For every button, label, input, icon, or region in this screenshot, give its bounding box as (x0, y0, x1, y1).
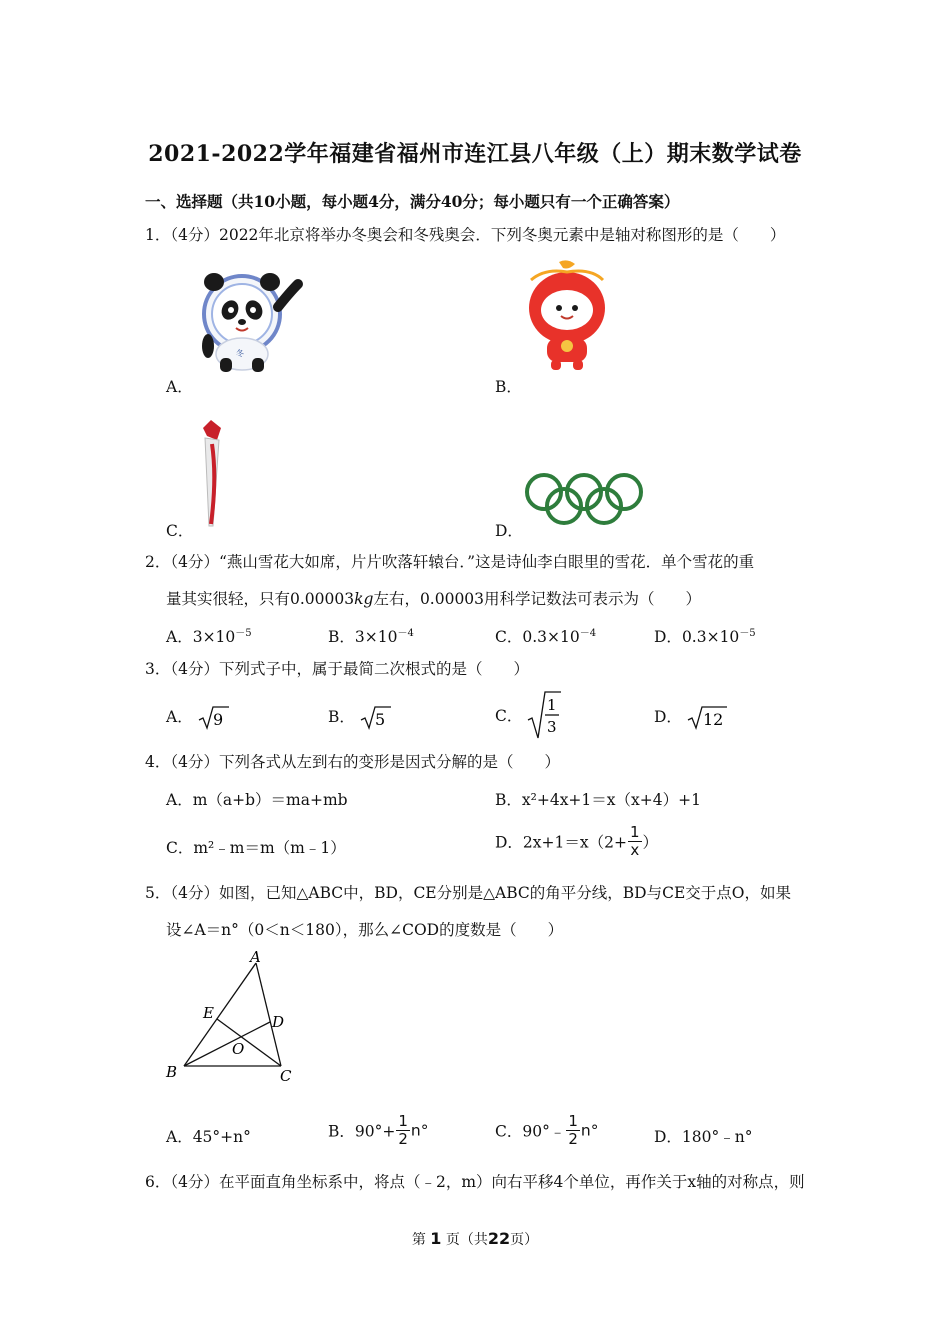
question-5-stem-line2: 设∠A＝n°（0＜n＜180），那么∠COD的度数是（ ） (166, 921, 564, 939)
question-3-stem: 3．（4分）下列式子中，属于最简二次根式的是（ ） (145, 660, 529, 678)
q4-option-d: D．2x+1＝x（2+ $\frac{1}{x}$ ） (495, 823, 659, 859)
svg-text:冬: 冬 (236, 349, 244, 358)
sqrt-symbol-b (360, 705, 392, 731)
q5-option-c: C．90°﹣ $\frac{1}{2}$ n° (495, 1112, 599, 1148)
q5-option-d: D．180°﹣n° (654, 1128, 753, 1146)
q3-option-a: A． 9 (166, 705, 230, 731)
question-2-stem-line2: 量其实很轻，只有0.00003kg左右，0.00003用科学记数法可表示为（ ） (166, 590, 702, 608)
svg-text:12: 12 (702, 710, 724, 729)
q4-option-a: A．m（a+b）＝ma+mb (166, 791, 348, 809)
q3-option-c: C． 1 3 (495, 690, 561, 740)
question-1-stem: 1．（4分）2022年北京将举办冬奥会和冬残奥会．下列冬奥元素中是轴对称图形的是（ ） (145, 226, 786, 244)
olympic-rings-icon (522, 470, 646, 528)
q1-option-c: C． (166, 522, 194, 540)
q2-option-d: D．$0.3\times 10^{-5}$ (654, 628, 756, 646)
fraction: $\frac{1}{2}$ (398, 1112, 408, 1148)
q1-option-b: B． (495, 378, 522, 396)
label-a: A (250, 948, 261, 966)
q2-option-c: C．$0.3\times 10^{-4}$ (495, 628, 597, 646)
question-4-stem: 4．（4分）下列各式从左到右的变形是因式分解的是（ ） (145, 753, 560, 771)
svg-text:3: 3 (547, 718, 557, 736)
section-heading: 一、选择题（共10小题，每小题4分，满分40分；每小题只有一个正确答案） (145, 192, 680, 211)
q4-option-c: C．m²﹣m＝m（m﹣1） (166, 839, 346, 857)
sqrt-symbol-c (527, 690, 561, 740)
q5-option-b: B．90°+ $\frac{1}{2}$ n° (328, 1112, 429, 1148)
page-footer: 第 1 页（共22页） (411, 1229, 539, 1248)
question-6-stem: 6．（4分）在平面直角坐标系中，将点（﹣2，m）向右平移4个单位，再作关于x轴的对称点，则 (145, 1173, 805, 1191)
label-o: O (232, 1040, 245, 1058)
lantern-mascot-icon (515, 258, 615, 374)
question-5-stem-line1: 5．（4分）如图，已知△ABC中，BD，CE分别是△ABC的角平分线，BD与CE交于点O，如果 (145, 884, 791, 902)
q2-option-b: B．$3\times 10^{-4}$ (328, 628, 414, 646)
torch-icon (195, 418, 227, 530)
label-e: E (203, 1004, 214, 1022)
label-d: D (272, 1013, 285, 1031)
triangle-figure (160, 945, 300, 1085)
q3-option-d: D． 12 (654, 705, 729, 731)
page-title: 2021-2022学年福建省福州市连江县八年级（上）期末数学试卷 (148, 141, 802, 167)
q5-option-a: A．45°+n° (166, 1128, 251, 1146)
sqrt-symbol-d (687, 705, 729, 731)
fraction: $\frac{1}{2}$ (568, 1112, 578, 1148)
q4-option-b: B．x²+4x+1＝x（x+4）+1 (495, 791, 701, 809)
question-2-stem-line1: 2．（4分）“燕山雪花大如席，片片吹落轩辕台．”这是诗仙李白眼里的雪花．单个雪花的重 (145, 553, 755, 571)
q1-option-a: A． (166, 378, 193, 396)
sqrt-symbol-a (198, 705, 230, 731)
label-c: C (280, 1067, 292, 1085)
q1-option-d: D． (495, 522, 523, 540)
svg-text:9: 9 (212, 710, 223, 729)
svg-text:1: 1 (547, 696, 557, 714)
label-b: B (166, 1063, 178, 1081)
panda-mascot-icon (190, 262, 305, 374)
q2-option-a: A．$3\times 10^{-5}$ (166, 628, 252, 646)
q3-option-b: B． 5 (328, 705, 392, 731)
fraction: $\frac{1}{x}$ (629, 823, 640, 859)
svg-text:5: 5 (374, 710, 386, 729)
